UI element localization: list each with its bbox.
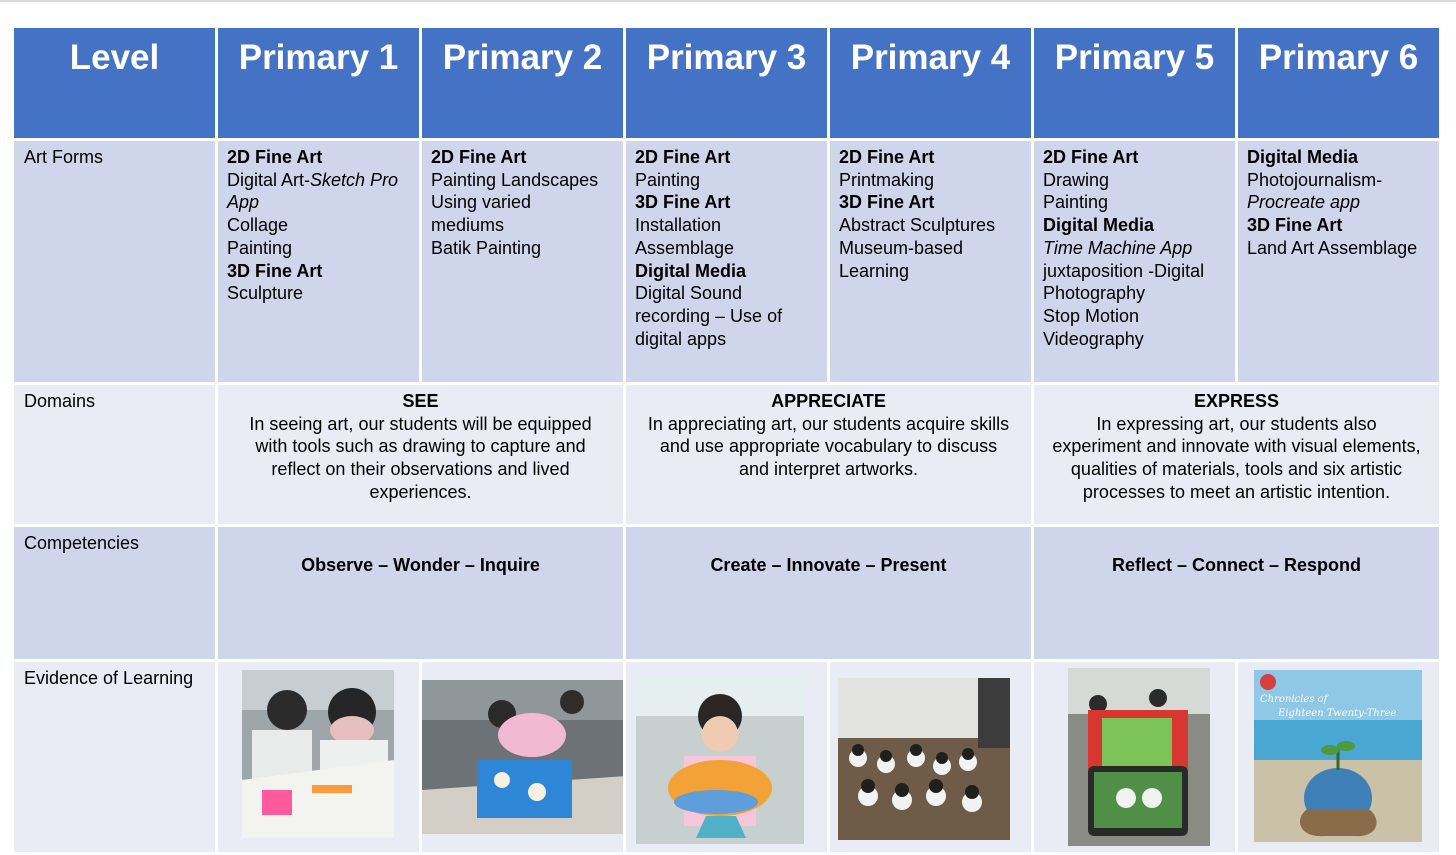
photo-batik-painting <box>422 680 625 834</box>
header-primary-5: Primary 5 <box>1033 27 1237 140</box>
domain-text-line: experiment and innovate with visual elements, <box>1052 436 1421 457</box>
art-form-line: Procreate app <box>1247 192 1361 213</box>
photo-students-collage <box>242 670 394 838</box>
domain-title: APPRECIATE <box>771 391 886 411</box>
evidence-primary-4 <box>829 661 1033 854</box>
art-form-line: Land Art Assemblage <box>1247 237 1418 258</box>
art-form-app: Sketch Pro <box>310 169 399 190</box>
row-label-competencies: Competencies <box>13 526 217 661</box>
art-form-line: Drawing <box>1043 169 1110 190</box>
competencies-row <box>13 526 1441 661</box>
art-form-line: recording – Use of <box>635 305 783 326</box>
evidence-row <box>13 661 1441 854</box>
poster-title-line-1: Chronicles of <box>1260 694 1328 705</box>
evidence-primary-3 <box>625 661 829 854</box>
art-form-line: Sculpture <box>227 283 304 304</box>
art-form-line: Painting <box>1043 192 1109 213</box>
art-form-line: mediums <box>431 215 505 236</box>
domain-text-line: experiences. <box>369 481 472 502</box>
art-form-line: Museum-based <box>839 237 964 258</box>
competency-express: Reflect – Connect – Respond <box>1033 526 1441 661</box>
art-forms-primary-2 <box>421 140 625 384</box>
art-form-line: 2D Fine Art <box>431 147 527 167</box>
domain-text-line: In seeing art, our students will be equipped <box>249 413 592 434</box>
domain-text-line: In appreciating art, our students acquire skills <box>647 413 1010 434</box>
art-form-line: juxtaposition -Digital <box>1043 260 1205 281</box>
art-forms-primary-1 <box>217 140 421 384</box>
art-form-line: 3D Fine Art <box>1247 215 1343 236</box>
art-forms-primary-3 <box>625 140 829 384</box>
art-form-line: Digital Media <box>1043 215 1155 236</box>
art-form-line: Painting <box>635 169 701 190</box>
art-forms-primary-4 <box>829 140 1033 384</box>
domain-express <box>1033 384 1441 526</box>
art-form-line: Digital Sound <box>635 283 743 304</box>
competency-appreciate: Create – Innovate – Present <box>625 526 1033 661</box>
photo-student-fish-sculpture <box>636 676 804 844</box>
art-form-line <box>227 169 411 192</box>
art-form-line: Installation <box>635 215 722 236</box>
top-divider <box>0 0 1456 2</box>
art-form-line: 3D Fine Art <box>635 192 731 213</box>
domain-see <box>217 384 625 526</box>
evidence-primary-1 <box>217 661 421 854</box>
art-form-line: Digital Media <box>635 260 747 281</box>
domain-text-line: and use appropriate vocabulary to discuss <box>659 436 998 457</box>
header-primary-1: Primary 1 <box>217 27 421 140</box>
art-form-line: Assemblage <box>635 237 735 258</box>
art-forms-primary-6 <box>1237 140 1441 384</box>
art-form-line: Photography <box>1043 283 1146 304</box>
row-label-evidence: Evidence of Learning <box>13 661 217 854</box>
row-label-art-forms: Art Forms <box>13 140 217 384</box>
domain-title: SEE <box>402 391 439 411</box>
domain-appreciate <box>625 384 1033 526</box>
header-primary-2: Primary 2 <box>421 27 625 140</box>
art-form-line: 3D Fine Art <box>227 260 323 281</box>
art-form-line: 2D Fine Art <box>1043 147 1139 167</box>
photo-land-art-poster <box>1254 670 1422 842</box>
art-form-line: 2D Fine Art <box>635 147 731 167</box>
evidence-primary-5 <box>1033 661 1237 854</box>
art-form-line: Batik Painting <box>431 237 542 258</box>
art-forms-row <box>13 140 1441 384</box>
photo-stop-motion-tablet <box>1068 668 1210 846</box>
domain-text-line: qualities of materials, tools and six artistic <box>1070 459 1403 480</box>
art-form-line: Painting <box>227 237 293 258</box>
header-row <box>13 27 1441 140</box>
art-form-line: Photojournalism- <box>1247 169 1383 190</box>
art-form-line: Printmaking <box>839 169 935 190</box>
art-form-line: digital apps <box>635 328 727 349</box>
art-forms-primary-5 <box>1033 140 1237 384</box>
art-form-line: Digital Media <box>1247 147 1359 167</box>
art-form-text: Digital Art- <box>227 169 311 190</box>
domain-text-line: and interpret artworks. <box>738 459 919 480</box>
art-form-line: 2D Fine Art <box>227 147 323 167</box>
evidence-primary-2 <box>421 661 625 854</box>
header-primary-4: Primary 4 <box>829 27 1033 140</box>
art-form-line: 3D Fine Art <box>839 192 935 213</box>
domain-text-line: with tools such as drawing to capture and <box>255 436 586 457</box>
art-form-line: Time Machine App <box>1043 237 1193 258</box>
domains-row <box>13 384 1441 526</box>
art-form-line: Videography <box>1043 328 1144 349</box>
art-form-line: Painting Landscapes <box>431 169 599 190</box>
art-form-line: App <box>227 192 260 213</box>
poster-title-line-2: Eighteen Twenty-Three <box>1278 708 1397 719</box>
art-form-line: Abstract Sculptures <box>839 215 996 236</box>
domain-text-line: In expressing art, our students also <box>1096 413 1377 434</box>
evidence-primary-6 <box>1237 661 1441 854</box>
art-form-line: Collage <box>227 215 289 236</box>
art-curriculum-table <box>11 25 1442 855</box>
art-form-line: Stop Motion <box>1043 305 1140 326</box>
row-label-domains: Domains <box>13 384 217 526</box>
header-primary-6: Primary 6 <box>1237 27 1441 140</box>
domain-text-line: reflect on their observations and lived <box>271 459 570 480</box>
art-form-line: Learning <box>839 260 910 281</box>
header-level: Level <box>13 27 217 140</box>
domain-title: EXPRESS <box>1193 391 1280 411</box>
art-form-line: Using varied <box>431 192 532 213</box>
photo-museum-learning <box>838 678 1010 840</box>
competency-see: Observe – Wonder – Inquire <box>217 526 625 661</box>
art-form-line: 2D Fine Art <box>839 147 935 167</box>
domain-text-line: processes to meet an artistic intention. <box>1082 481 1391 502</box>
header-primary-3: Primary 3 <box>625 27 829 140</box>
